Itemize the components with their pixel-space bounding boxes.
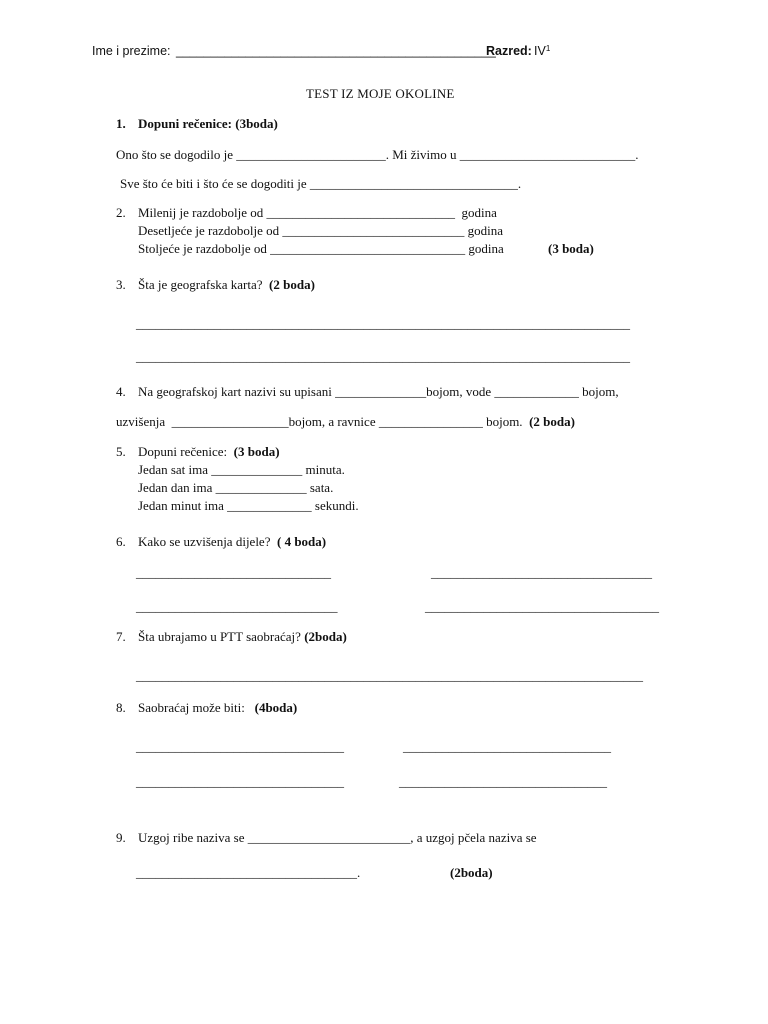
q8-answer-line-1[interactable]: ________________________________ xyxy=(136,739,344,754)
q1-line1[interactable]: Ono što se dogodilo je _______________________. Mi živimo u ___________________________. xyxy=(116,147,639,162)
q7-answer-line[interactable]: ______________________________________________________________________________ xyxy=(136,668,643,683)
q4-number: 4. xyxy=(116,384,126,399)
q6-question: Kako se uzvišenja dijele? ( 4 boda) xyxy=(138,534,327,549)
q8-answer-line-4[interactable]: ________________________________ xyxy=(399,774,607,789)
q3-answer-line-1[interactable]: ____________________________________________________________________________ xyxy=(136,316,630,331)
class-value: $IV^1$ xyxy=(534,44,551,58)
class-superscript: 1 xyxy=(545,44,551,53)
q7-number: 7. xyxy=(116,629,126,644)
name-label: Ime i prezime: xyxy=(92,44,171,58)
q2-line3[interactable]: Stoljeće je razdobolje od ______________________________ godina xyxy=(138,241,504,256)
q5-line3[interactable]: Jedan minut ima _____________ sekundi. xyxy=(138,498,359,513)
q2-line2[interactable]: Desetljeće je razdobolje od ____________________________ godina xyxy=(138,223,504,238)
q1-heading: Dopuni rečenice: (3boda) xyxy=(138,116,278,131)
class-label: Razred: xyxy=(486,44,532,58)
q7-question: Šta ubrajamo u PTT saobraćaj? (2boda) xyxy=(138,629,347,644)
page-title: TEST IZ MOJE OKOLINE xyxy=(306,86,455,101)
q4-line2[interactable]: uzvišenja __________________bojom, a ravnice ________________ bojom. (2 boda) xyxy=(116,414,575,429)
q2-points: (3 boda) xyxy=(548,241,594,256)
q9-points: (2boda) xyxy=(450,865,493,880)
q1-number: 1. xyxy=(116,116,126,131)
q9-number: 9. xyxy=(116,830,126,845)
q5-number: 5. xyxy=(116,444,126,459)
q5-line2[interactable]: Jedan dan ima ______________ sata. xyxy=(138,480,334,495)
q5-heading: Dopuni rečenice: (3 boda) xyxy=(138,444,280,459)
q3-number: 3. xyxy=(116,277,126,292)
q6-answer-line-2[interactable]: __________________________________ xyxy=(431,565,652,580)
q6-answer-line-4[interactable]: ____________________________________ xyxy=(425,599,659,614)
q1-line2[interactable]: Sve što će biti i što će se dogoditi je ________________________________. xyxy=(120,176,522,191)
q8-number: 8. xyxy=(116,700,126,715)
q2-number: 2. xyxy=(116,205,126,220)
q2-line1[interactable]: Milenij je razdobolje od _____________________________ godina xyxy=(138,205,497,220)
q4-line1[interactable]: Na geografskoj kart nazivi su upisani ______________bojom, vode _____________ bojom, xyxy=(138,384,619,399)
q8-question: Saobraćaj može biti: (4boda) xyxy=(138,700,298,715)
name-blank[interactable]: ______________________________________________ xyxy=(176,44,496,58)
q3-question: Šta je geografska karta? (2 boda) xyxy=(138,277,315,292)
q6-answer-line-1[interactable]: ______________________________ xyxy=(136,565,331,580)
q9-answer-line[interactable]: __________________________________. xyxy=(136,865,361,880)
q9-line1[interactable]: Uzgoj ribe naziva se _________________________, a uzgoj pčela naziva se xyxy=(138,830,537,845)
q6-answer-line-3[interactable]: _______________________________ xyxy=(136,599,338,614)
q5-line1[interactable]: Jedan sat ima ______________ minuta. xyxy=(138,462,345,477)
q8-answer-line-2[interactable]: ________________________________ xyxy=(403,739,611,754)
q8-answer-line-3[interactable]: ________________________________ xyxy=(136,774,344,789)
q6-number: 6. xyxy=(116,534,126,549)
q3-answer-line-2[interactable]: ____________________________________________________________________________ xyxy=(136,349,630,364)
